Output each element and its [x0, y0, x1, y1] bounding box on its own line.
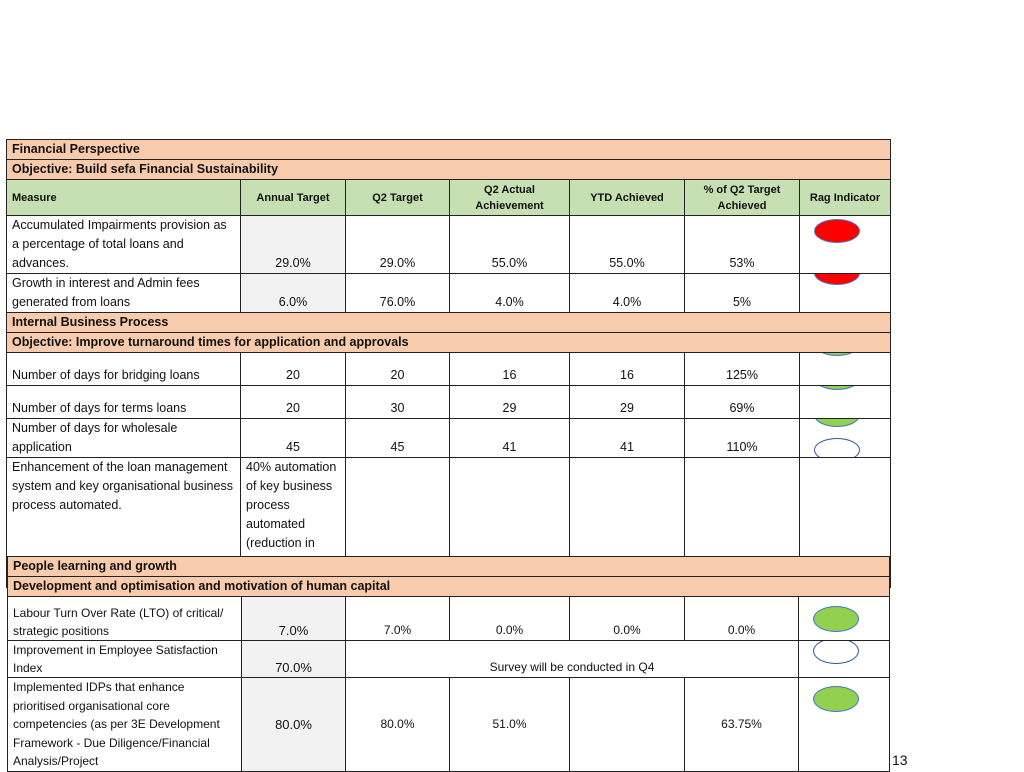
q2-target-cell: 7.0%: [346, 597, 450, 641]
rag-red-indicator: [814, 219, 860, 243]
objective-internal: Objective: Improve turnaround times for application and approvals: [7, 333, 891, 353]
q2-target-cell: 76.0%: [346, 274, 450, 313]
col-q2-actual: Q2 Actual Achievement: [450, 180, 570, 216]
pct-cell: 0.0%: [685, 597, 799, 641]
annual-target-cell: 20: [241, 386, 346, 419]
table-row: [7, 216, 891, 274]
ytd-cell: 16: [570, 353, 685, 386]
q2-target-cell: 20: [346, 353, 450, 386]
q2-actual-cell: 41: [450, 419, 570, 458]
table-row: [8, 641, 890, 678]
ytd-cell: 55.0%: [570, 216, 685, 274]
table-row: [8, 597, 890, 641]
ytd-cell: 0.0%: [570, 597, 685, 641]
ytd-cell: 41: [570, 419, 685, 458]
measure-cell: Implemented IDPs that enhance prioritised organisational core competencies (as per 3E Development Framework - Due Diligence/Financial Analysis/Project: [8, 678, 242, 772]
measure-cell: Accumulated Impairments provision as a percentage of total loans and advances.: [7, 216, 241, 274]
col-pct-achieved: % of Q2 Target Achieved: [685, 180, 800, 216]
ytd-cell: [570, 678, 685, 772]
annual-target-cell: 6.0%: [241, 274, 346, 313]
section-financial-perspective: Financial Perspective: [7, 140, 891, 160]
table-row: [7, 386, 891, 419]
section-internal-business-process: Internal Business Process: [7, 313, 891, 333]
rag-white-indicator: [814, 438, 860, 458]
pct-cell: 63.75%: [685, 678, 799, 772]
annual-target-cell: 7.0%: [242, 597, 346, 641]
section-people-learning-growth: People learning and growth: [8, 557, 890, 577]
table-row: [7, 353, 891, 386]
scorecard-table-upper: [6, 139, 891, 588]
measure-cell: Labour Turn Over Rate (LTO) of critical/ strategic positions: [8, 597, 242, 641]
page-number: 13: [892, 752, 908, 768]
annual-target-cell: 45: [241, 419, 346, 458]
measure-cell: Number of days for bridging loans: [7, 353, 241, 386]
col-q2-target: Q2 Target: [346, 180, 450, 216]
rag-cell: [799, 597, 890, 641]
measure-cell: Number of days for wholesale application: [7, 419, 241, 458]
q2-actual-cell: 29: [450, 386, 570, 419]
measure-cell: Enhancement of the loan management system and key organisational business process automated.: [7, 458, 241, 588]
q2-target-cell: 80.0%: [346, 678, 450, 772]
pct-cell: 53%: [685, 216, 800, 274]
q2-actual-cell: 51.0%: [450, 678, 570, 772]
col-rag-indicator: Rag Indicator: [800, 180, 891, 216]
survey-note: Survey will be conducted in Q4: [346, 641, 799, 678]
col-ytd-achieved: YTD Achieved: [570, 180, 685, 216]
q2-target-cell: 30: [346, 386, 450, 419]
measure-cell: Number of days for terms loans: [7, 386, 241, 419]
q2-actual-cell: 16: [450, 353, 570, 386]
ytd-cell: 4.0%: [570, 274, 685, 313]
pct-cell: 69%: [685, 386, 800, 419]
rag-cell: [800, 353, 891, 386]
annual-target-cell: 29.0%: [241, 216, 346, 274]
annual-target-cell: 70.0%: [242, 641, 346, 678]
rag-cell: [800, 216, 891, 274]
annual-target-cell: 40% automation of key business process automated (reduction in: [241, 458, 346, 588]
ytd-cell: 29: [570, 386, 685, 419]
rag-white-indicator: [813, 641, 859, 665]
scorecard-table-lower: [7, 556, 890, 772]
objective-people: Development and optimisation and motivation of human capital: [8, 577, 890, 597]
q2-actual-cell: 4.0%: [450, 274, 570, 313]
q2-target-cell: 45: [346, 419, 450, 458]
rag-cell: [800, 386, 891, 419]
q2-target-cell: 29.0%: [346, 216, 450, 274]
q2-actual-cell: 0.0%: [450, 597, 570, 641]
col-annual-target: Annual Target: [241, 180, 346, 216]
measure-cell: Improvement in Employee Satisfaction Index: [8, 641, 242, 678]
rag-green-indicator: [813, 686, 859, 712]
pct-cell: 5%: [685, 274, 800, 313]
rag-green-indicator: [813, 606, 859, 632]
rag-cell: [799, 641, 890, 678]
annual-target-cell: 20: [241, 353, 346, 386]
rag-red-indicator: [814, 274, 860, 286]
pct-cell: 110%: [685, 419, 800, 458]
rag-cell: [800, 419, 891, 458]
annual-target-cell: 80.0%: [242, 678, 346, 772]
rag-cell: [799, 678, 890, 772]
rag-green-indicator: [814, 419, 860, 428]
table-row: [7, 419, 891, 458]
objective-financial: Objective: Build sefa Financial Sustainability: [7, 160, 891, 180]
col-measure: Measure: [7, 180, 241, 216]
rag-green-indicator: [814, 353, 860, 357]
rag-cell: [800, 274, 891, 313]
rag-green-indicator: [814, 386, 860, 391]
pct-cell: 125%: [685, 353, 800, 386]
q2-actual-cell: 55.0%: [450, 216, 570, 274]
measure-cell: Growth in interest and Admin fees generated from loans: [7, 274, 241, 313]
table-row: [7, 274, 891, 313]
table-row: [8, 678, 890, 772]
